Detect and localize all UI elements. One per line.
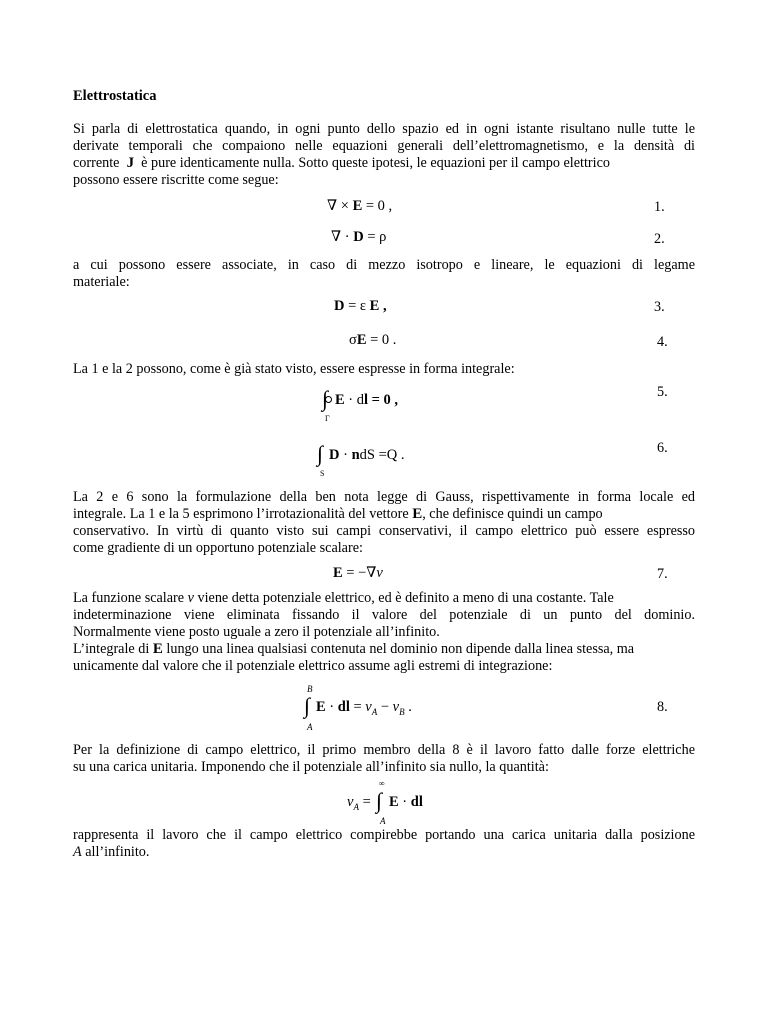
equation-4-number: 4. [657, 334, 668, 350]
equation-7-number: 7. [657, 566, 668, 582]
paragraph-5-line-2: indeterminazione viene eliminata fissando il valore del potenziale di un punto del dominio. [73, 607, 695, 623]
paragraph-1-line-3 [73, 155, 695, 172]
equation-5-number: 5. [657, 384, 668, 400]
integral-lower-limit: A [380, 816, 386, 826]
equation-5-body: E · dl = 0 , [335, 392, 399, 408]
paragraph-1-line-1: Si parla di elettrostatica quando, in ogni punto dello spazio ed in ogni istante risultano nulle tutte le [73, 121, 695, 137]
integral-symbol: ∫ [376, 788, 383, 813]
equation-7: E = −∇v [333, 565, 383, 581]
text-corrente: corrente [73, 155, 120, 171]
equation-8-number: 8. [657, 699, 668, 715]
equation-8-body: E · dl = $v_A - v_B$ . [316, 699, 412, 717]
paragraph-6-line-2: su una carica unitaria. Imponendo che il potenziale all’infinito sia nullo, la quantità: [73, 759, 549, 775]
symbol-J: J [126, 155, 135, 171]
equation-1: ∇ × E = 0 , [327, 198, 393, 214]
paragraph-5-line-1: La funzione scalare v viene detta potenziale elettrico, ed è definito a meno di una costante. Tale [73, 590, 614, 606]
integral-symbol: ∫ [322, 386, 329, 411]
equation-1-number: 1. [654, 199, 665, 215]
integral-upper-limit: B [307, 684, 313, 694]
paragraph-3: La 1 e la 2 possono, come è già stato visto, essere espresse in forma integrale: [73, 361, 515, 377]
paragraph-2-line-2: materiale: [73, 274, 130, 290]
equation-6-body: D · ndS =Q . [329, 447, 405, 463]
page-title: Elettrostatica [73, 88, 157, 104]
equation-3-number: 3. [654, 299, 665, 315]
equation-2-number: 2. [654, 231, 665, 247]
paragraph-2-line-1: a cui possono essere associate, in caso di mezzo isotropo e lineare, le equazioni di legame [73, 257, 695, 273]
paragraph-7-line-1: rappresenta il lavoro che il campo elettrico compirebbe portando una carica unitaria dalla posizione [73, 827, 695, 843]
paragraph-5-line-3: Normalmente viene posto uguale a zero il potenziale all’infinito. [73, 624, 440, 640]
equation-2: ∇ · D = ρ [331, 229, 387, 245]
paragraph-5-line-4: L’integrale di E lungo una linea qualsiasi contenuta nel dominio non dipende dalla linea stessa, ma [73, 641, 635, 657]
integral-upper-limit: ∞ [379, 779, 385, 788]
integral-symbol: ∫ [317, 441, 324, 466]
contour-circle [325, 396, 332, 403]
equation-3: D = ε E , [334, 298, 387, 314]
paragraph-4-line-2: integrale. La 1 e la 5 esprimono l’irrotazionalità del vettore E, che definisce quindi un campo [73, 506, 603, 522]
equation-4: σE = 0 . [349, 332, 397, 348]
paragraph-5-line-5: unicamente dal valore che il potenziale elettrico assume agli estremi di integrazione: [73, 658, 553, 674]
paragraph-1-line-4: possono essere riscritte come segue: [73, 172, 279, 188]
paragraph-4-line-3: conservativo. In virtù di quanto visto sui campi conservativi, il campo elettrico può essere espresso [73, 523, 695, 539]
equation-9-lhs: $v_A$ = [347, 794, 371, 812]
paragraph-1-line-2: derivate temporali che compaiono nelle equazioni generali dell’elettromagnetismo, e la densità di [73, 138, 695, 154]
paragraph-7-line-2: A all’infinito. [73, 844, 150, 860]
integral-lower-limit: A [307, 722, 313, 732]
paragraph-4-line-1: La 2 e 6 sono la formulazione della ben nota legge di Gauss, rispettivamente in forma locale ed [73, 489, 695, 505]
integral-symbol: ∫ [304, 693, 311, 718]
paragraph-6-line-1: Per la definizione di campo elettrico, il primo membro della 8 è il lavoro fatto dalle forze elettriche [73, 742, 695, 758]
equation-6-number: 6. [657, 440, 668, 456]
paragraph-4-line-4: come gradiente di un opportuno potenziale scalare: [73, 540, 363, 556]
equation-9-body: E · dl [389, 794, 423, 810]
text-corrente-rest: è pure identicamente nulla. Sotto queste ipotesi, le equazioni per il campo elettrico [141, 155, 610, 171]
integral-lower-limit: Γ [325, 414, 330, 423]
integral-lower-limit: S [320, 469, 325, 478]
